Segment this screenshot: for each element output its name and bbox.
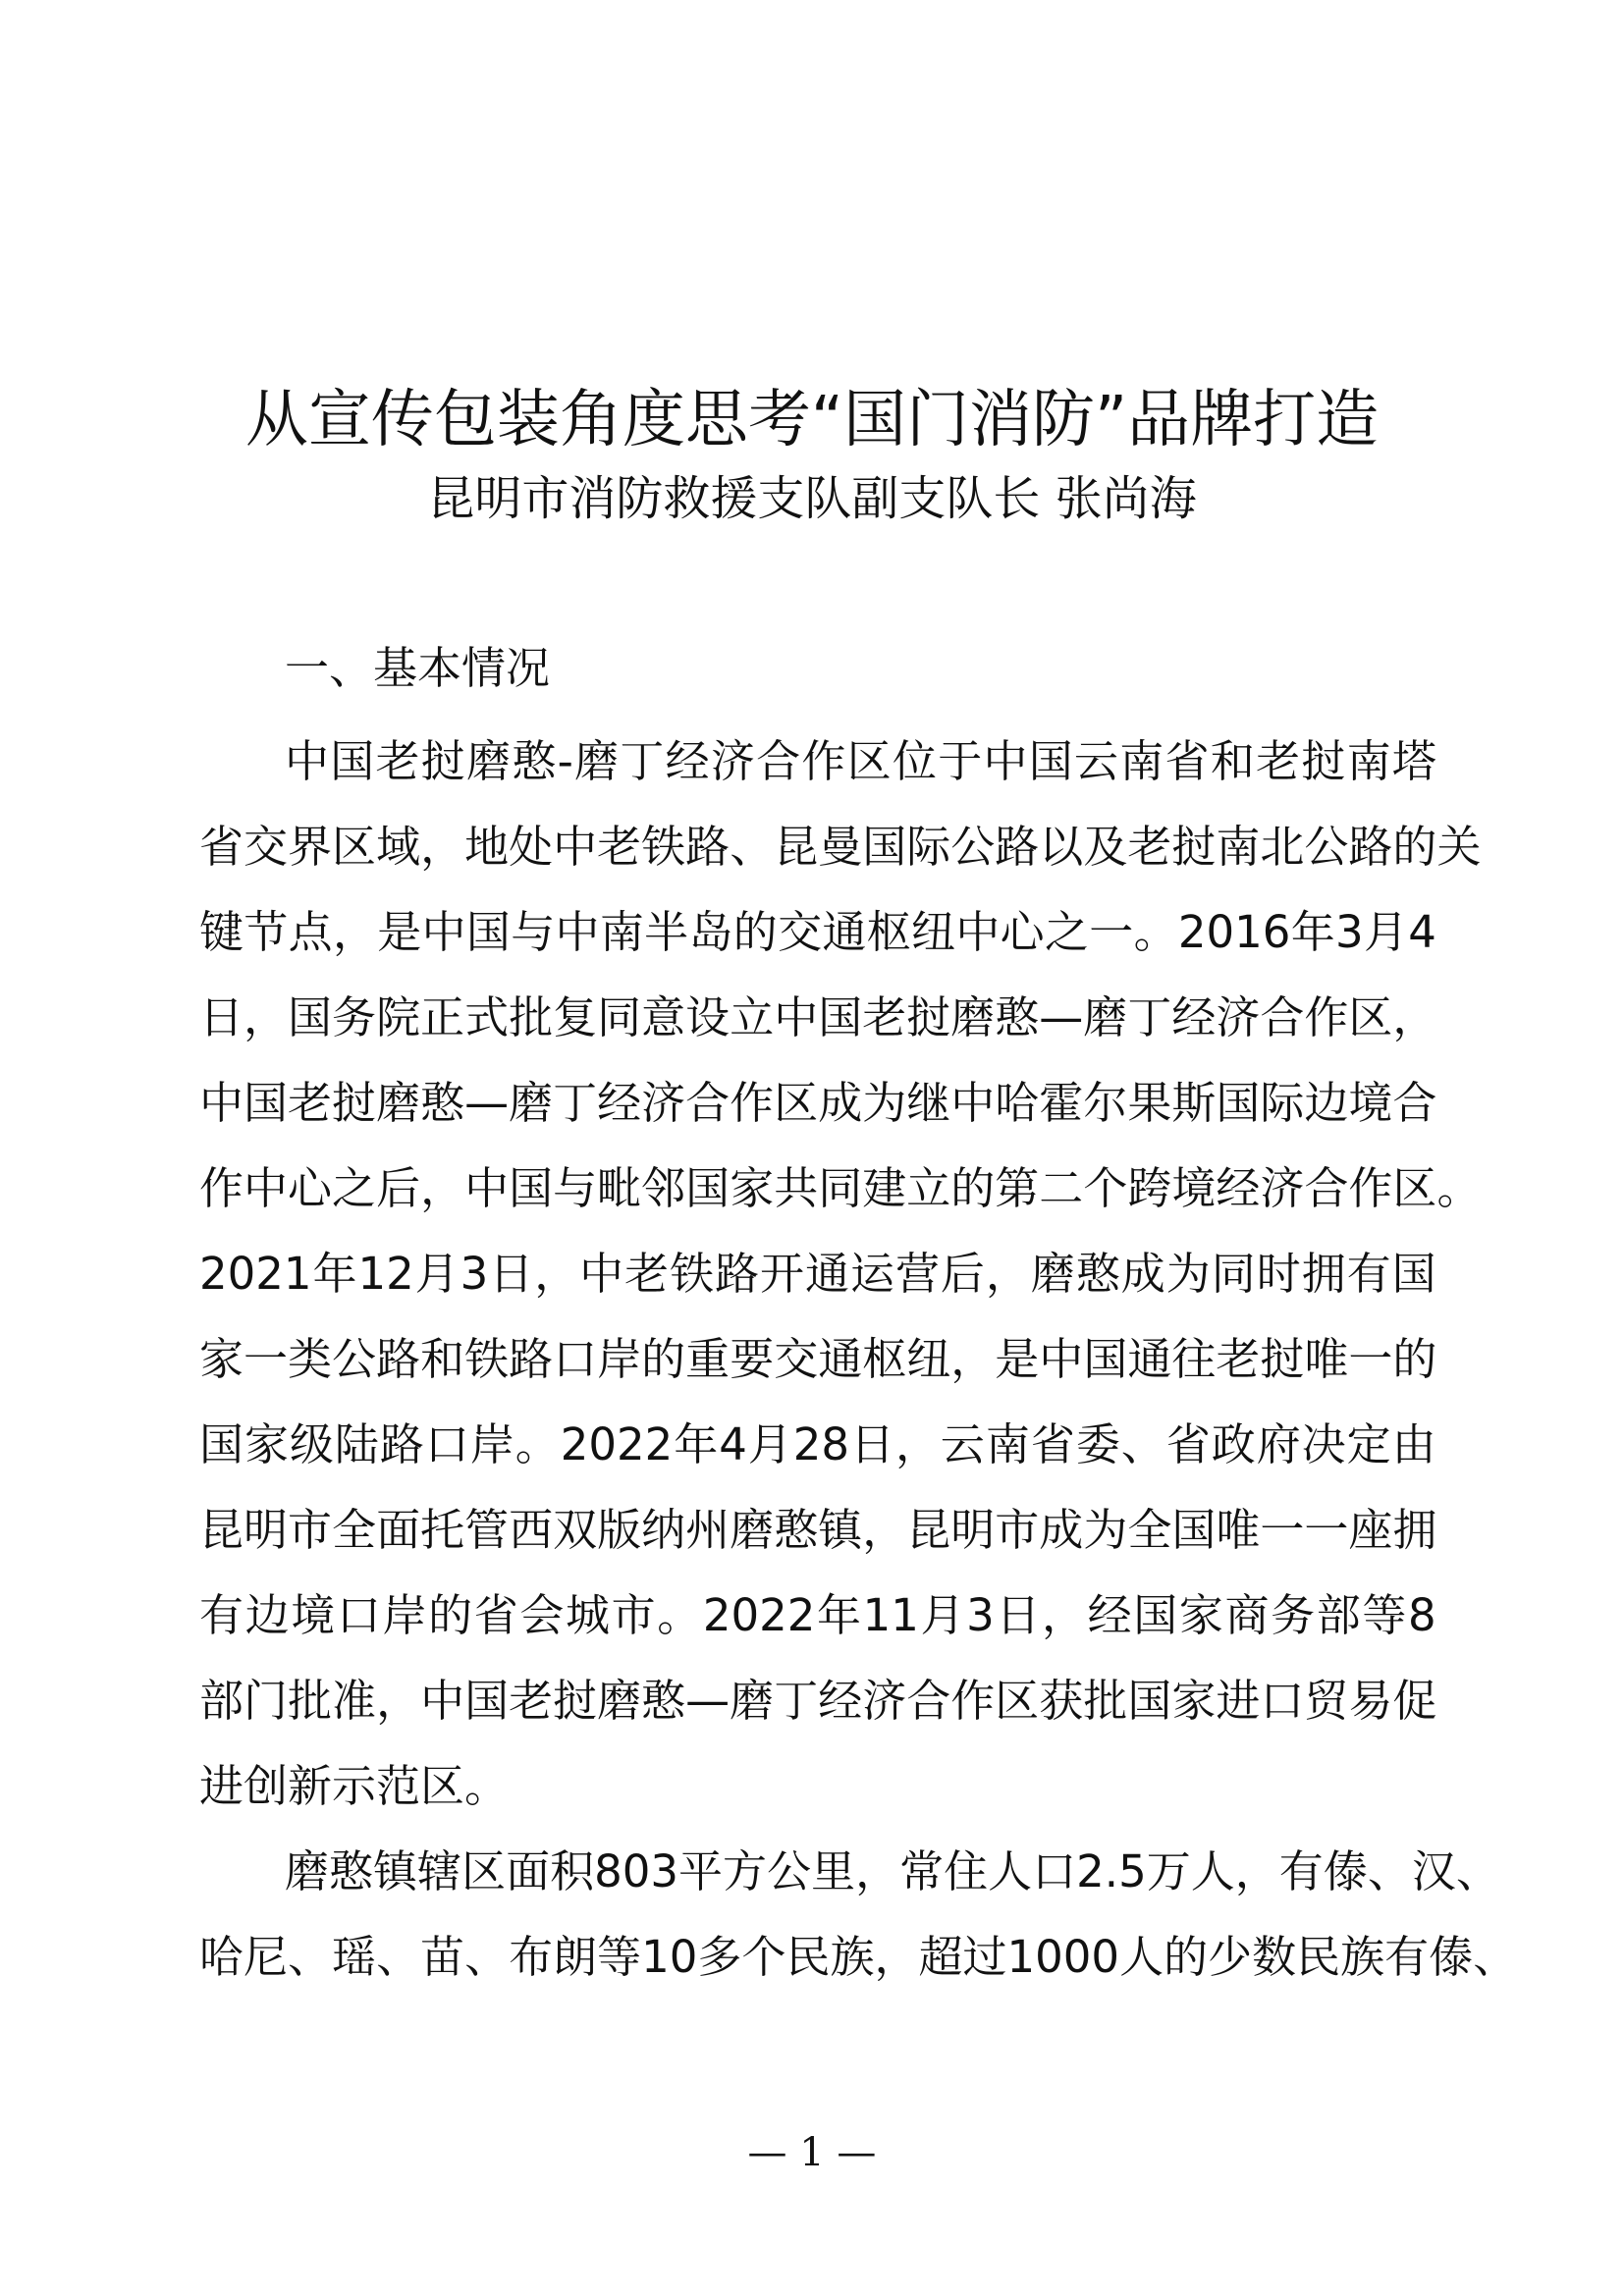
body-line: 2021 年 12 月 3 日 ， 中 老 铁 路 开 通 运 营 后 ， 磨 憨 成 为 同 时 拥 有 国 xyxy=(199,1248,1436,1300)
body-line: 国 家 级 陆 路 口 岸 。 2022 年 4 月 28 日 ， 云 南 省 委 、 省 政 府 决 定 由 xyxy=(199,1418,1436,1470)
page-number: — 1 — xyxy=(747,2130,877,2175)
body-line: 作 中 心 之 后 ， 中 国 与 毗 邻 国 家 共 同 建 立 的 第 二 个 跨 境 经 济 合 作 区 。 xyxy=(199,1162,1482,1214)
body-line: 省 交 界 区 域 ， 地 处 中 老 铁 路 、 昆 曼 国 际 公 路 以 及 老 挝 南 北 公 路 的 关 xyxy=(199,821,1482,873)
body-line: 键 节 点 ， 是 中 国 与 中 南 半 岛 的 交 通 枢 纽 中 心 之 一 。 2016 年 3 月 4 xyxy=(199,906,1436,958)
body-line: 磨 憨 镇 辖 区 面 积 803 平 方 公 里 ， 常 住 人 口 2.5 万 人 ， 有 傣 、 汉 、 xyxy=(285,1845,1500,1897)
body-line: 中 国 老 挝 磨 憨 — 磨 丁 经 济 合 作 区 成 为 继 中 哈 霍 尔 果 斯 国 际 边 境 合 xyxy=(199,1077,1437,1129)
body-line: 昆 明 市 全 面 托 管 西 双 版 纳 州 磨 憨 镇 ， 昆 明 市 成 为 全 国 唯 一 一 座 拥 xyxy=(199,1504,1437,1556)
document-title: 从宣传包装角度思考“国门消防”品牌打造 xyxy=(244,384,1380,456)
body-line: 家 一 类 公 路 和 铁 路 口 岸 的 重 要 交 通 枢 纽 ， 是 中 国 通 往 老 挝 唯 一 的 xyxy=(199,1333,1437,1385)
body-line: 有 边 境 口 岸 的 省 会 城 市 。 2022 年 11 月 3 日 ， 经 国 家 商 务 部 等 8 xyxy=(199,1589,1436,1641)
body-line: 日 ， 国 务 院 正 式 批 复 同 意 设 立 中 国 老 挝 磨 憨 — 磨 丁 经 济 合 作 区 ， xyxy=(199,991,1437,1043)
document-subtitle: 昆明市消防救援支队副支队长 张尚海 xyxy=(427,471,1197,526)
body-line: 哈 尼 、 瑶 、 苗 、 布 朗 等 10 多 个 民 族 ， 超 过 1000 人 的 少 数 民 族 有 傣 、 xyxy=(199,1931,1518,1983)
body-line: 中 国 老 挝 磨 憨 - 磨 丁 经 济 合 作 区 位 于 中 国 云 南 省 和 老 挝 南 塔 xyxy=(285,735,1436,787)
body-line: 进创新示范区。 xyxy=(199,1760,510,1812)
section-heading: 一、基本情况 xyxy=(285,642,551,694)
body-line: 部 门 批 准 ， 中 国 老 挝 磨 憨 — 磨 丁 经 济 合 作 区 获 批 国 家 进 口 贸 易 促 xyxy=(199,1675,1437,1727)
